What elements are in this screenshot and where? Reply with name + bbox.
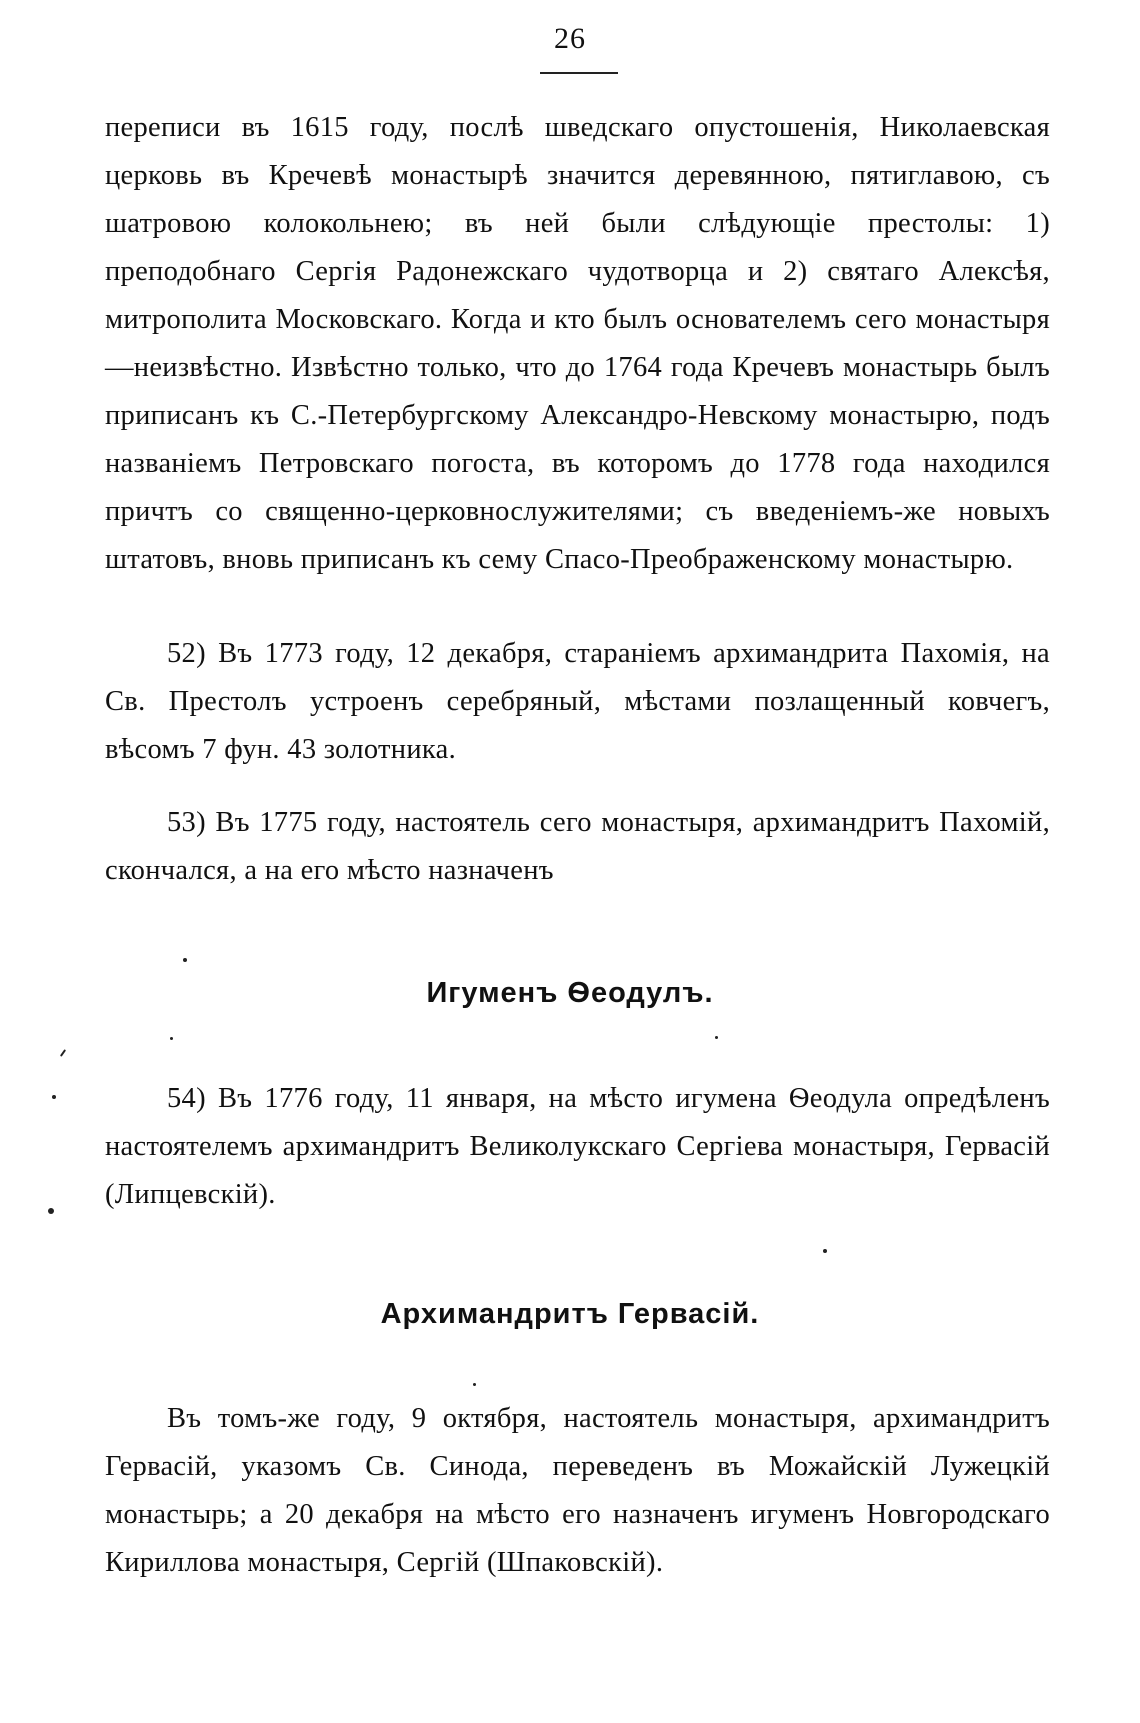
scan-speck [715,1036,718,1039]
paragraph-53: 53) Въ 1775 году, настоятель сего монастыря, архимандритъ Пахомій, скончался, а на его мѣсто назначенъ [105,807,1050,886]
scan-speck [183,958,187,962]
scan-speck [52,1095,56,1099]
scan-speck [60,1049,66,1057]
page-number: 26 [554,22,586,55]
paragraph-52: 52) Въ 1773 году, 12 декабря, стараніемъ архимандрита Пахомія, на Св. Престолъ устроенъ серебряный, мѣстами позлащенный ковчегъ, вѣсомъ 7 фун. 43 золотника. [105,638,1050,765]
heading-archimandrite-gervasiy: Архимандритъ Гервасій. [380,1298,760,1330]
scan-speck [48,1208,54,1214]
page-number-rule [540,72,618,74]
scan-speck [170,1037,173,1040]
paragraph-54: 54) Въ 1776 году, 11 января, на мѣсто игумена Ѳеодула опредѣленъ настоятелемъ архимандритъ Великолукскаго Сергіева монастыря, Гервасій (Липцевскій). [105,1083,1050,1210]
scan-speck [823,1249,827,1253]
paragraph-final: Въ томъ-же году, 9 октября, настоятель монастыря, архимандритъ Гервасій, указомъ Св. Синода, переведенъ въ Можайскій Лужецкій монастырь; а 20 декабря на мѣсто его назначенъ игуменъ Новгородскаго Кириллова монастыря, Сергій (Шпаковскій). [105,1403,1050,1578]
paragraph-continuation: переписи въ 1615 году, послѣ шведскаго опустошенія, Николаевская церковь въ Кречевѣ монастырѣ значится деревянною, пятиглавою, съ шатровою колокольнею; въ ней были слѣдующіе престолы: 1) преподобнаго Сергія Радонежскаго чудотворца и 2) святаго Алексѣя, митрополита Московскаго. Когда и кто былъ основателемъ сего монастыря—неизвѣстно. Извѣстно только, что до 1764 года Кречевъ монастырь былъ приписанъ къ С.-Петербургскому Александро-Невскому монастырю, подъ названіемъ Петровскаго погоста, въ которомъ до 1778 года находился причтъ со священно-церковнослужителями; съ введеніемъ-же новыхъ штатовъ, вновь приписанъ къ сему Спасо-Преображенскому монастырю. [105,112,1050,575]
scan-speck [473,1383,476,1386]
heading-igumen-theodul: Игуменъ Ѳеодулъ. [426,977,714,1009]
